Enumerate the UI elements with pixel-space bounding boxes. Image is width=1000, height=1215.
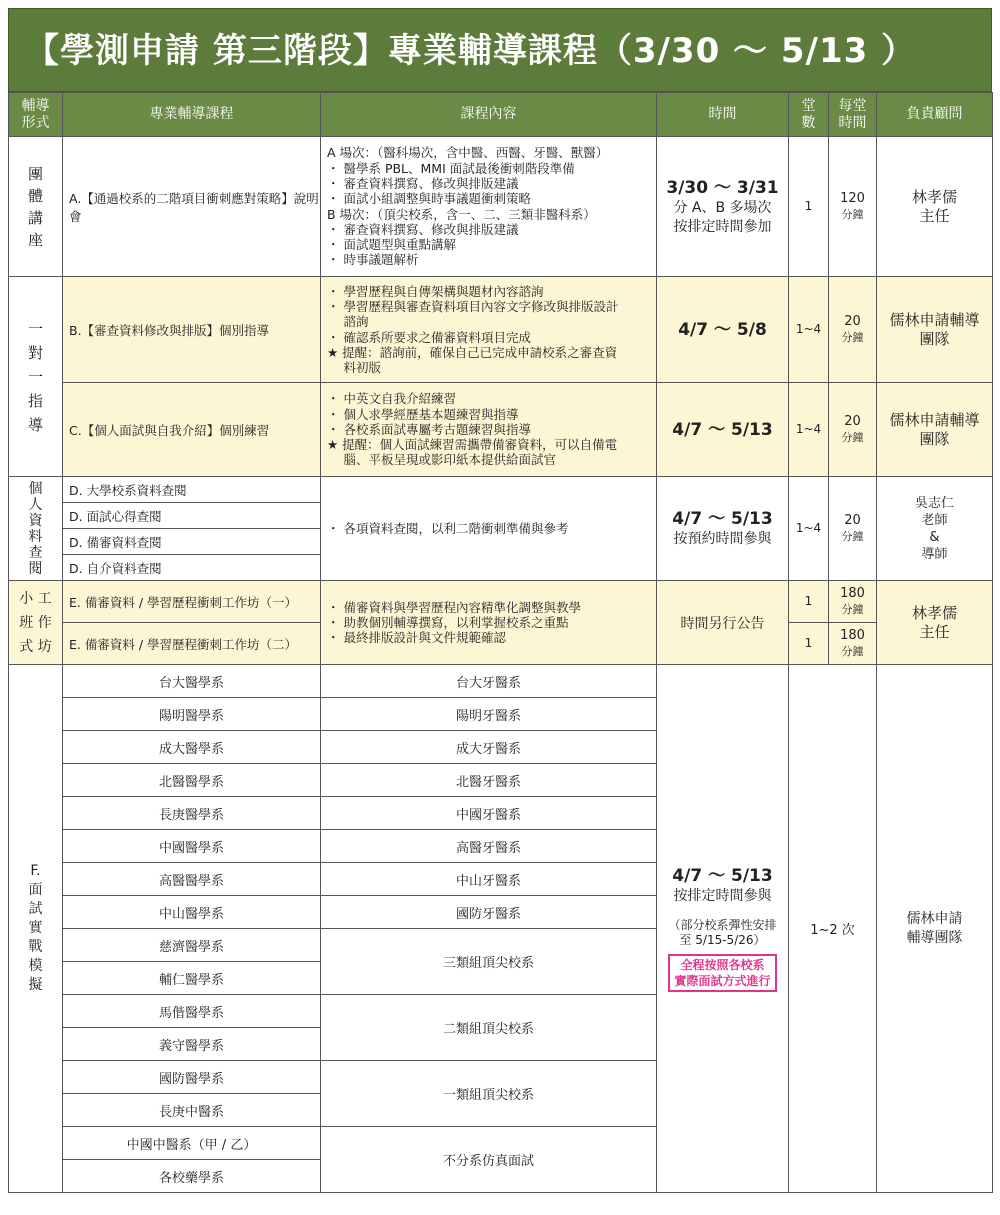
school-med-2: 陽明醫學系: [63, 698, 321, 731]
school-dent-6: 高醫牙醫系: [321, 830, 657, 863]
school-dent-8: 國防牙醫系: [321, 896, 657, 929]
table-row: [9, 581, 993, 623]
school-med-10: 輔仁醫學系: [63, 962, 321, 995]
course-b: B.【審查資料修改與排版】個別指導: [63, 277, 321, 383]
content-a: A 場次：（醫科場次，含中醫、西醫、牙醫、獸醫） ・ 醫學系 PBL、MMI 面試最後衝刺階段準備 ・ 審查資料撰寫、修改與排版建議 ・ 面試小組調整與時事議題衝刺策略 B 場次：（頂尖校系，含一、二、三類非醫科系） ・ 審查資料撰寫、修改與排版建議 ・ 面試題型與重點講解 ・ 時事議題解析: [321, 137, 657, 277]
duration-c: 20 分鐘: [829, 383, 877, 477]
type-workshop: 小 工 班 作 式 坊: [9, 581, 63, 665]
school-dent-7: 中山牙醫系: [321, 863, 657, 896]
header-duration: 每堂 時間: [829, 93, 877, 137]
duration-d: 20 分鐘: [829, 477, 877, 581]
school-dent-2: 陽明牙醫系: [321, 698, 657, 731]
advisor-a: 林孝儒 主任: [877, 137, 993, 277]
time-b: 4/7 ～ 5/8: [657, 277, 789, 383]
sessions-e1: 1: [789, 581, 829, 623]
course-d4: D. 自介資料查閱: [63, 555, 321, 581]
sessions-c: 1~4: [789, 383, 829, 477]
sessions-d: 1~4: [789, 477, 829, 581]
school-med-8: 中山醫學系: [63, 896, 321, 929]
school-med-7: 高醫醫學系: [63, 863, 321, 896]
table-row: [9, 277, 993, 383]
school-med-5: 長庚醫學系: [63, 797, 321, 830]
group-tier2: 二類組頂尖校系: [321, 995, 657, 1061]
school-med-12: 義守醫學系: [63, 1028, 321, 1061]
course-d1: D. 大學校系資料查閱: [63, 477, 321, 503]
table-row: [9, 383, 993, 477]
interview-highlight-box: 全程按照各校系 實際面試方式進行: [668, 954, 776, 992]
advisor-d: 吳志仁 老師 & 導師: [877, 477, 993, 581]
school-dent-5: 中國牙醫系: [321, 797, 657, 830]
course-d2: D. 面試心得查閱: [63, 503, 321, 529]
sessions-e2: 1: [789, 623, 829, 665]
header-sessions: 堂 數: [789, 93, 829, 137]
content-c: ・ 中英文自我介紹練習 ・ 個人求學經歷基本題練習與指導 ・ 各校系面試專屬考古題練習與指導 ★ 提醒：個人面試練習需攜帶備審資料，可以自備電 腦、平板呈現或影印紙本提供給面試官: [321, 383, 657, 477]
sessions-f: 1~2 次: [789, 665, 877, 1193]
course-e1: E. 備審資料 / 學習歷程衝刺工作坊（一）: [63, 581, 321, 623]
type-personal: 個 人 資 料 查 閱: [9, 477, 63, 581]
header-advisor: 負責顧問: [877, 93, 993, 137]
time-e: 時間另行公告: [657, 581, 789, 665]
school-med-16: 各校藥學系: [63, 1160, 321, 1193]
course-table: [8, 92, 993, 1193]
duration-a: 120 分鐘: [829, 137, 877, 277]
group-tier1: 一類組頂尖校系: [321, 1061, 657, 1127]
school-dent-3: 成大牙醫系: [321, 731, 657, 764]
table-row: [9, 477, 993, 503]
content-e: ・ 備審資料與學習歷程內容精準化調整與教學 ・ 助教個別輔導撰寫，以利掌握校系之重點 ・ 最終排版設計與文件規範確認: [321, 581, 657, 665]
advisor-e: 林孝儒 主任: [877, 581, 993, 665]
content-b: ・ 學習歷程與自傳架構與題材內容諮詢 ・ 學習歷程與審查資料項目內容文字修改與排版設計 諮詢 ・ 確認系所要求之備審資料項目完成 ★ 提醒：諮詢前，確保自己已完成申請校系之審查資 料初版: [321, 277, 657, 383]
duration-b: 20 分鐘: [829, 277, 877, 383]
school-dent-4: 北醫牙醫系: [321, 764, 657, 797]
course-e2: E. 備審資料 / 學習歷程衝刺工作坊（二）: [63, 623, 321, 665]
group-undeclared: 不分系仿真面試: [321, 1127, 657, 1193]
table-row: [9, 665, 993, 698]
advisor-c: 儒林申請輔導 團隊: [877, 383, 993, 477]
time-f: 4/7 ～ 5/13 按排定時間參與 （部分校系彈性安排 至 5/15-5/26） 全程按照各校系 實際面試方式進行: [657, 665, 789, 1193]
type-one-on-one: 一 對 一 指 導: [9, 277, 63, 477]
header-content: 課程內容: [321, 93, 657, 137]
duration-e2: 180 分鐘: [829, 623, 877, 665]
school-med-1: 台大醫學系: [63, 665, 321, 698]
type-group-lecture: 團 體 講 座: [9, 137, 63, 277]
content-d: ・ 各項資料查閱，以利二階衝刺準備與參考: [321, 477, 657, 581]
school-med-11: 馬偕醫學系: [63, 995, 321, 1028]
school-dent-1: 台大牙醫系: [321, 665, 657, 698]
table-row: [9, 137, 993, 277]
time-c: 4/7 ～ 5/13: [657, 383, 789, 477]
school-med-15: 中國中醫系（甲 / 乙）: [63, 1127, 321, 1160]
school-med-4: 北醫醫學系: [63, 764, 321, 797]
advisor-b: 儒林申請輔導 團隊: [877, 277, 993, 383]
school-med-6: 中國醫學系: [63, 830, 321, 863]
duration-e1: 180 分鐘: [829, 581, 877, 623]
course-d3: D. 備審資料查閱: [63, 529, 321, 555]
header-type: 輔導 形式: [9, 93, 63, 137]
school-med-9: 慈濟醫學系: [63, 929, 321, 962]
table-header-row: [9, 93, 993, 137]
sessions-a: 1: [789, 137, 829, 277]
header-time: 時間: [657, 93, 789, 137]
time-d: 4/7 ～ 5/13 按預約時間參與: [657, 477, 789, 581]
advisor-f: 儒林申請 輔導團隊: [877, 665, 993, 1193]
school-med-13: 國防醫學系: [63, 1061, 321, 1094]
time-a: 3/30 ～ 3/31 分 A、B 多場次 按排定時間參加: [657, 137, 789, 277]
page-title: 【學測申請 第三階段】專業輔導課程（3/30 ～ 5/13 ）: [8, 8, 992, 92]
sessions-b: 1~4: [789, 277, 829, 383]
group-tier3: 三類組頂尖校系: [321, 929, 657, 995]
school-med-14: 長庚中醫系: [63, 1094, 321, 1127]
header-course: 專業輔導課程: [63, 93, 321, 137]
course-c: C.【個人面試與自我介紹】個別練習: [63, 383, 321, 477]
course-a: A.【通過校系的二階項目衝刺應對策略】說明會: [63, 137, 321, 277]
type-interview: F. 面 試 實 戰 模 擬: [9, 665, 63, 1193]
school-med-3: 成大醫學系: [63, 731, 321, 764]
